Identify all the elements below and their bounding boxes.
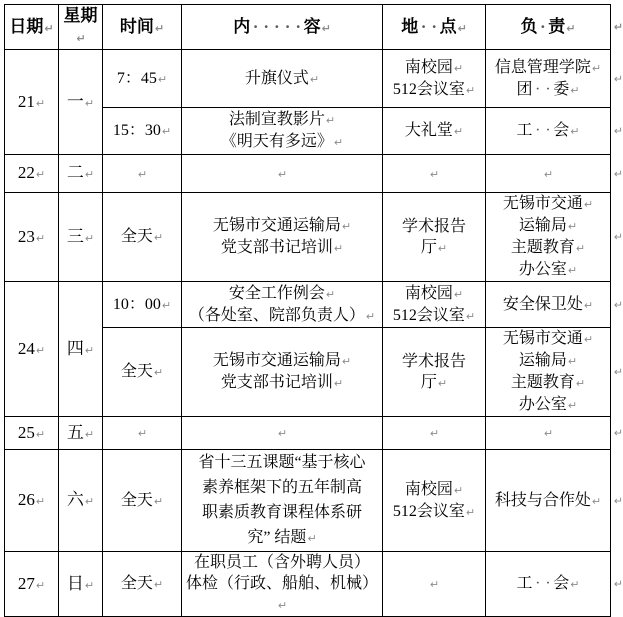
pilcrow-mark: ↵: [325, 287, 336, 301]
place-cell: 南校园↵ 512会议室↵: [383, 282, 486, 328]
content-cell: 无锡市交通运输局↵ 党支部书记培训↵: [182, 193, 383, 282]
place-cell: 大礼堂↵: [383, 108, 486, 155]
header-time: 时间↵: [103, 5, 182, 50]
pilcrow-mark: ↵: [453, 483, 464, 497]
owner-cell: 工 · · 会↵ ↵: [486, 552, 611, 617]
pilcrow-mark: ↵: [35, 578, 46, 592]
space-dot-mark: ·: [540, 16, 546, 36]
pilcrow-mark: ↵: [153, 578, 164, 591]
time-cell: 全天↵: [103, 450, 182, 552]
week-cell: 一↵: [59, 50, 103, 155]
pilcrow-mark: ↵: [161, 298, 172, 312]
space-dot-mark: ·: [535, 80, 541, 98]
table-row: [5, 282, 611, 328]
pilcrow-mark: ↵: [137, 427, 148, 440]
header-date: 日期↵: [5, 5, 59, 50]
space-dot-mark: ·: [295, 16, 302, 36]
row-end-mark: ↵: [613, 298, 623, 311]
pilcrow-mark: ↵: [309, 72, 320, 86]
pilcrow-mark: ↵: [465, 83, 476, 97]
pilcrow-mark: ↵: [153, 366, 164, 379]
pilcrow-mark: ↵: [333, 242, 344, 255]
pilcrow-mark: ↵: [583, 298, 594, 312]
row-end-mark: ↵: [613, 124, 623, 138]
week-cell: 五↵: [59, 417, 103, 450]
header-owner: 负 · 责↵ ↵: [486, 5, 611, 50]
pilcrow-mark: ↵: [453, 125, 464, 138]
owner-cell: 无锡市交通↵ 运输局↵ 主题教育↵ 办公室↵ ↵: [486, 328, 611, 417]
place-cell: 南校园↵ 512会议室↵: [383, 450, 486, 552]
row-end-mark: ↵: [613, 72, 623, 85]
pilcrow-mark: ↵: [84, 231, 95, 245]
row-end-mark: ↵: [613, 230, 623, 244]
pilcrow-mark: ↵: [591, 494, 602, 508]
space-dot-mark: ·: [545, 575, 551, 592]
header-week: 星期↵: [59, 5, 103, 50]
week-cell: 日↵: [59, 552, 103, 617]
pilcrow-mark: ↵: [575, 242, 586, 255]
owner-cell: [486, 417, 623, 450]
header-content: 内 · · · · · 容↵: [182, 5, 383, 50]
pilcrow-mark: ↵: [157, 72, 168, 86]
content-cell: [182, 155, 383, 193]
place-cell: [383, 155, 486, 193]
header-row: [5, 5, 611, 50]
pilcrow-mark: ↵: [457, 21, 467, 35]
pilcrow-mark: ↵: [453, 61, 464, 75]
pilcrow-mark: ↵: [84, 578, 95, 592]
pilcrow-mark: ↵: [567, 399, 578, 412]
pilcrow-mark: ↵: [566, 21, 576, 35]
table-row: [5, 450, 611, 552]
pilcrow-mark: ↵: [84, 343, 95, 357]
pilcrow-mark: ↵: [583, 333, 594, 346]
content-cell: 省十三五课题“基于核心 素养框架下的五年制高 职素质教育课程体系研 究” 结题↵: [182, 450, 383, 552]
pilcrow-mark: ↵: [277, 599, 288, 612]
row-end-mark: ↵: [613, 20, 623, 34]
date-cell: 24↵: [5, 282, 59, 417]
schedule-table: [4, 4, 623, 617]
space-dot-mark: ·: [284, 16, 291, 36]
pilcrow-mark: ↵: [137, 167, 148, 181]
pilcrow-mark: ↵: [44, 21, 54, 35]
row-end-mark: ↵: [613, 167, 623, 180]
row-end-mark: ↵: [613, 494, 623, 507]
space-dot-mark: ·: [431, 16, 438, 36]
date-cell: 23↵: [5, 193, 59, 282]
time-cell: 全天↵: [103, 193, 182, 282]
time-cell: 10：00↵: [103, 282, 182, 328]
time-cell: 15：30↵: [103, 108, 182, 155]
week-cell: 六↵: [59, 450, 103, 552]
pilcrow-mark: ↵: [570, 83, 580, 97]
pilcrow-mark: ↵: [307, 532, 317, 545]
space-dot-mark: ·: [535, 122, 541, 139]
time-cell: 全天↵: [103, 552, 182, 617]
pilcrow-mark: ↵: [333, 136, 344, 149]
place-cell: 南校园↵ 512会议室↵: [383, 50, 486, 108]
space-dot-mark: ·: [545, 122, 551, 139]
week-cell: 四↵: [59, 282, 103, 417]
pilcrow-mark: ↵: [429, 427, 440, 440]
pilcrow-mark: ↵: [567, 264, 578, 277]
pilcrow-mark: ↵: [35, 231, 46, 245]
time-cell: 全天↵: [103, 328, 182, 417]
row-end-mark: ↵: [613, 577, 623, 591]
space-dot-mark: ·: [420, 16, 427, 36]
pilcrow-mark: ↵: [465, 505, 476, 519]
content-cell: 法制宣教影片↵ 《明天有多远》↵: [182, 108, 383, 155]
pilcrow-mark: ↵: [153, 494, 164, 508]
pilcrow-mark: ↵: [84, 495, 95, 508]
content-cell: 安全工作例会↵ （各处室、院部负责人）↵: [182, 282, 383, 328]
pilcrow-mark: ↵: [453, 287, 464, 301]
owner-cell: [486, 155, 623, 193]
row-end-mark: ↵: [613, 365, 623, 379]
pilcrow-mark: ↵: [35, 427, 46, 441]
space-dot-mark: ·: [535, 575, 541, 592]
content-cell: 无锡市交通运输局↵ 党支部书记培训↵: [182, 328, 383, 417]
pilcrow-mark: ↵: [35, 96, 46, 110]
pilcrow-mark: ↵: [35, 343, 46, 357]
header-place: 地 · · 点↵: [383, 5, 486, 50]
pilcrow-mark: ↵: [333, 377, 344, 390]
pilcrow-mark: ↵: [437, 376, 448, 390]
row-end-mark: ↵: [613, 426, 623, 440]
time-cell: [103, 417, 182, 450]
owner-cell: 科技与合作处↵ ↵: [486, 450, 611, 552]
pilcrow-mark: ↵: [277, 427, 288, 440]
place-cell: 学术报告 厅↵: [383, 193, 486, 282]
pilcrow-mark: ↵: [321, 21, 331, 35]
space-dot-mark: ·: [252, 16, 259, 36]
place-cell: [383, 417, 486, 450]
table-row: [5, 155, 611, 193]
date-cell: 25↵: [5, 417, 59, 450]
table-row: [5, 417, 611, 450]
pilcrow-mark: ↵: [325, 114, 336, 127]
pilcrow-mark: ↵: [161, 125, 172, 138]
content-cell: 升旗仪式↵: [182, 50, 383, 108]
pilcrow-mark: ↵: [567, 220, 578, 233]
owner-cell: 无锡市交通↵ 运输局↵ 主题教育↵ 办公室↵ ↵: [486, 193, 611, 282]
pilcrow-mark: ↵: [35, 168, 46, 181]
date-cell: 27↵: [5, 552, 59, 617]
pilcrow-mark: ↵: [341, 220, 352, 233]
pilcrow-mark: ↵: [575, 377, 586, 390]
pilcrow-mark: ↵: [567, 355, 578, 368]
content-cell: 在职员工（含外聘人员） 体检（行政、船舶、机械）↵: [182, 552, 383, 617]
pilcrow-mark: ↵: [583, 198, 594, 211]
pilcrow-mark: ↵: [84, 96, 95, 110]
date-cell: 26↵: [5, 450, 59, 552]
owner-cell: 信息管理学院↵ 团 · · 委↵ ↵: [486, 50, 611, 108]
pilcrow-mark: ↵: [154, 21, 165, 35]
pilcrow-mark: ↵: [543, 427, 554, 440]
table-row: [5, 50, 611, 108]
space-dot-mark: ·: [545, 80, 551, 98]
pilcrow-mark: ↵: [570, 578, 580, 591]
pilcrow-mark: ↵: [277, 167, 288, 181]
pilcrow-mark: ↵: [429, 578, 440, 591]
time-cell: 7：45↵: [103, 50, 182, 108]
owner-cell: 工 · · 会↵ ↵: [486, 108, 611, 155]
place-cell: 学术报告 厅↵: [383, 328, 486, 417]
pilcrow-mark: ↵: [543, 167, 554, 181]
pilcrow-mark: ↵: [76, 32, 86, 45]
space-dot-mark: ·: [274, 16, 280, 36]
pilcrow-mark: ↵: [591, 61, 602, 75]
date-cell: 21↵: [5, 50, 59, 155]
content-cell: [182, 417, 383, 450]
pilcrow-mark: ↵: [35, 495, 46, 508]
pilcrow-mark: ↵: [153, 231, 164, 244]
pilcrow-mark: ↵: [341, 355, 352, 368]
pilcrow-mark: ↵: [437, 241, 448, 255]
pilcrow-mark: ↵: [465, 309, 476, 323]
pilcrow-mark: ↵: [570, 125, 580, 138]
space-dot-mark: ·: [263, 16, 270, 36]
place-cell: [383, 552, 486, 617]
owner-cell: 安全保卫处↵ ↵: [486, 282, 611, 328]
pilcrow-mark: ↵: [84, 427, 95, 441]
table-row: [5, 552, 611, 617]
table-row: [5, 193, 611, 282]
pilcrow-mark: ↵: [84, 168, 95, 181]
week-cell: 三↵: [59, 193, 103, 282]
time-cell: [103, 155, 182, 193]
pilcrow-mark: ↵: [429, 167, 440, 181]
pilcrow-mark: ↵: [365, 309, 376, 323]
date-cell: 22↵: [5, 155, 59, 193]
week-cell: 二↵: [59, 155, 103, 193]
